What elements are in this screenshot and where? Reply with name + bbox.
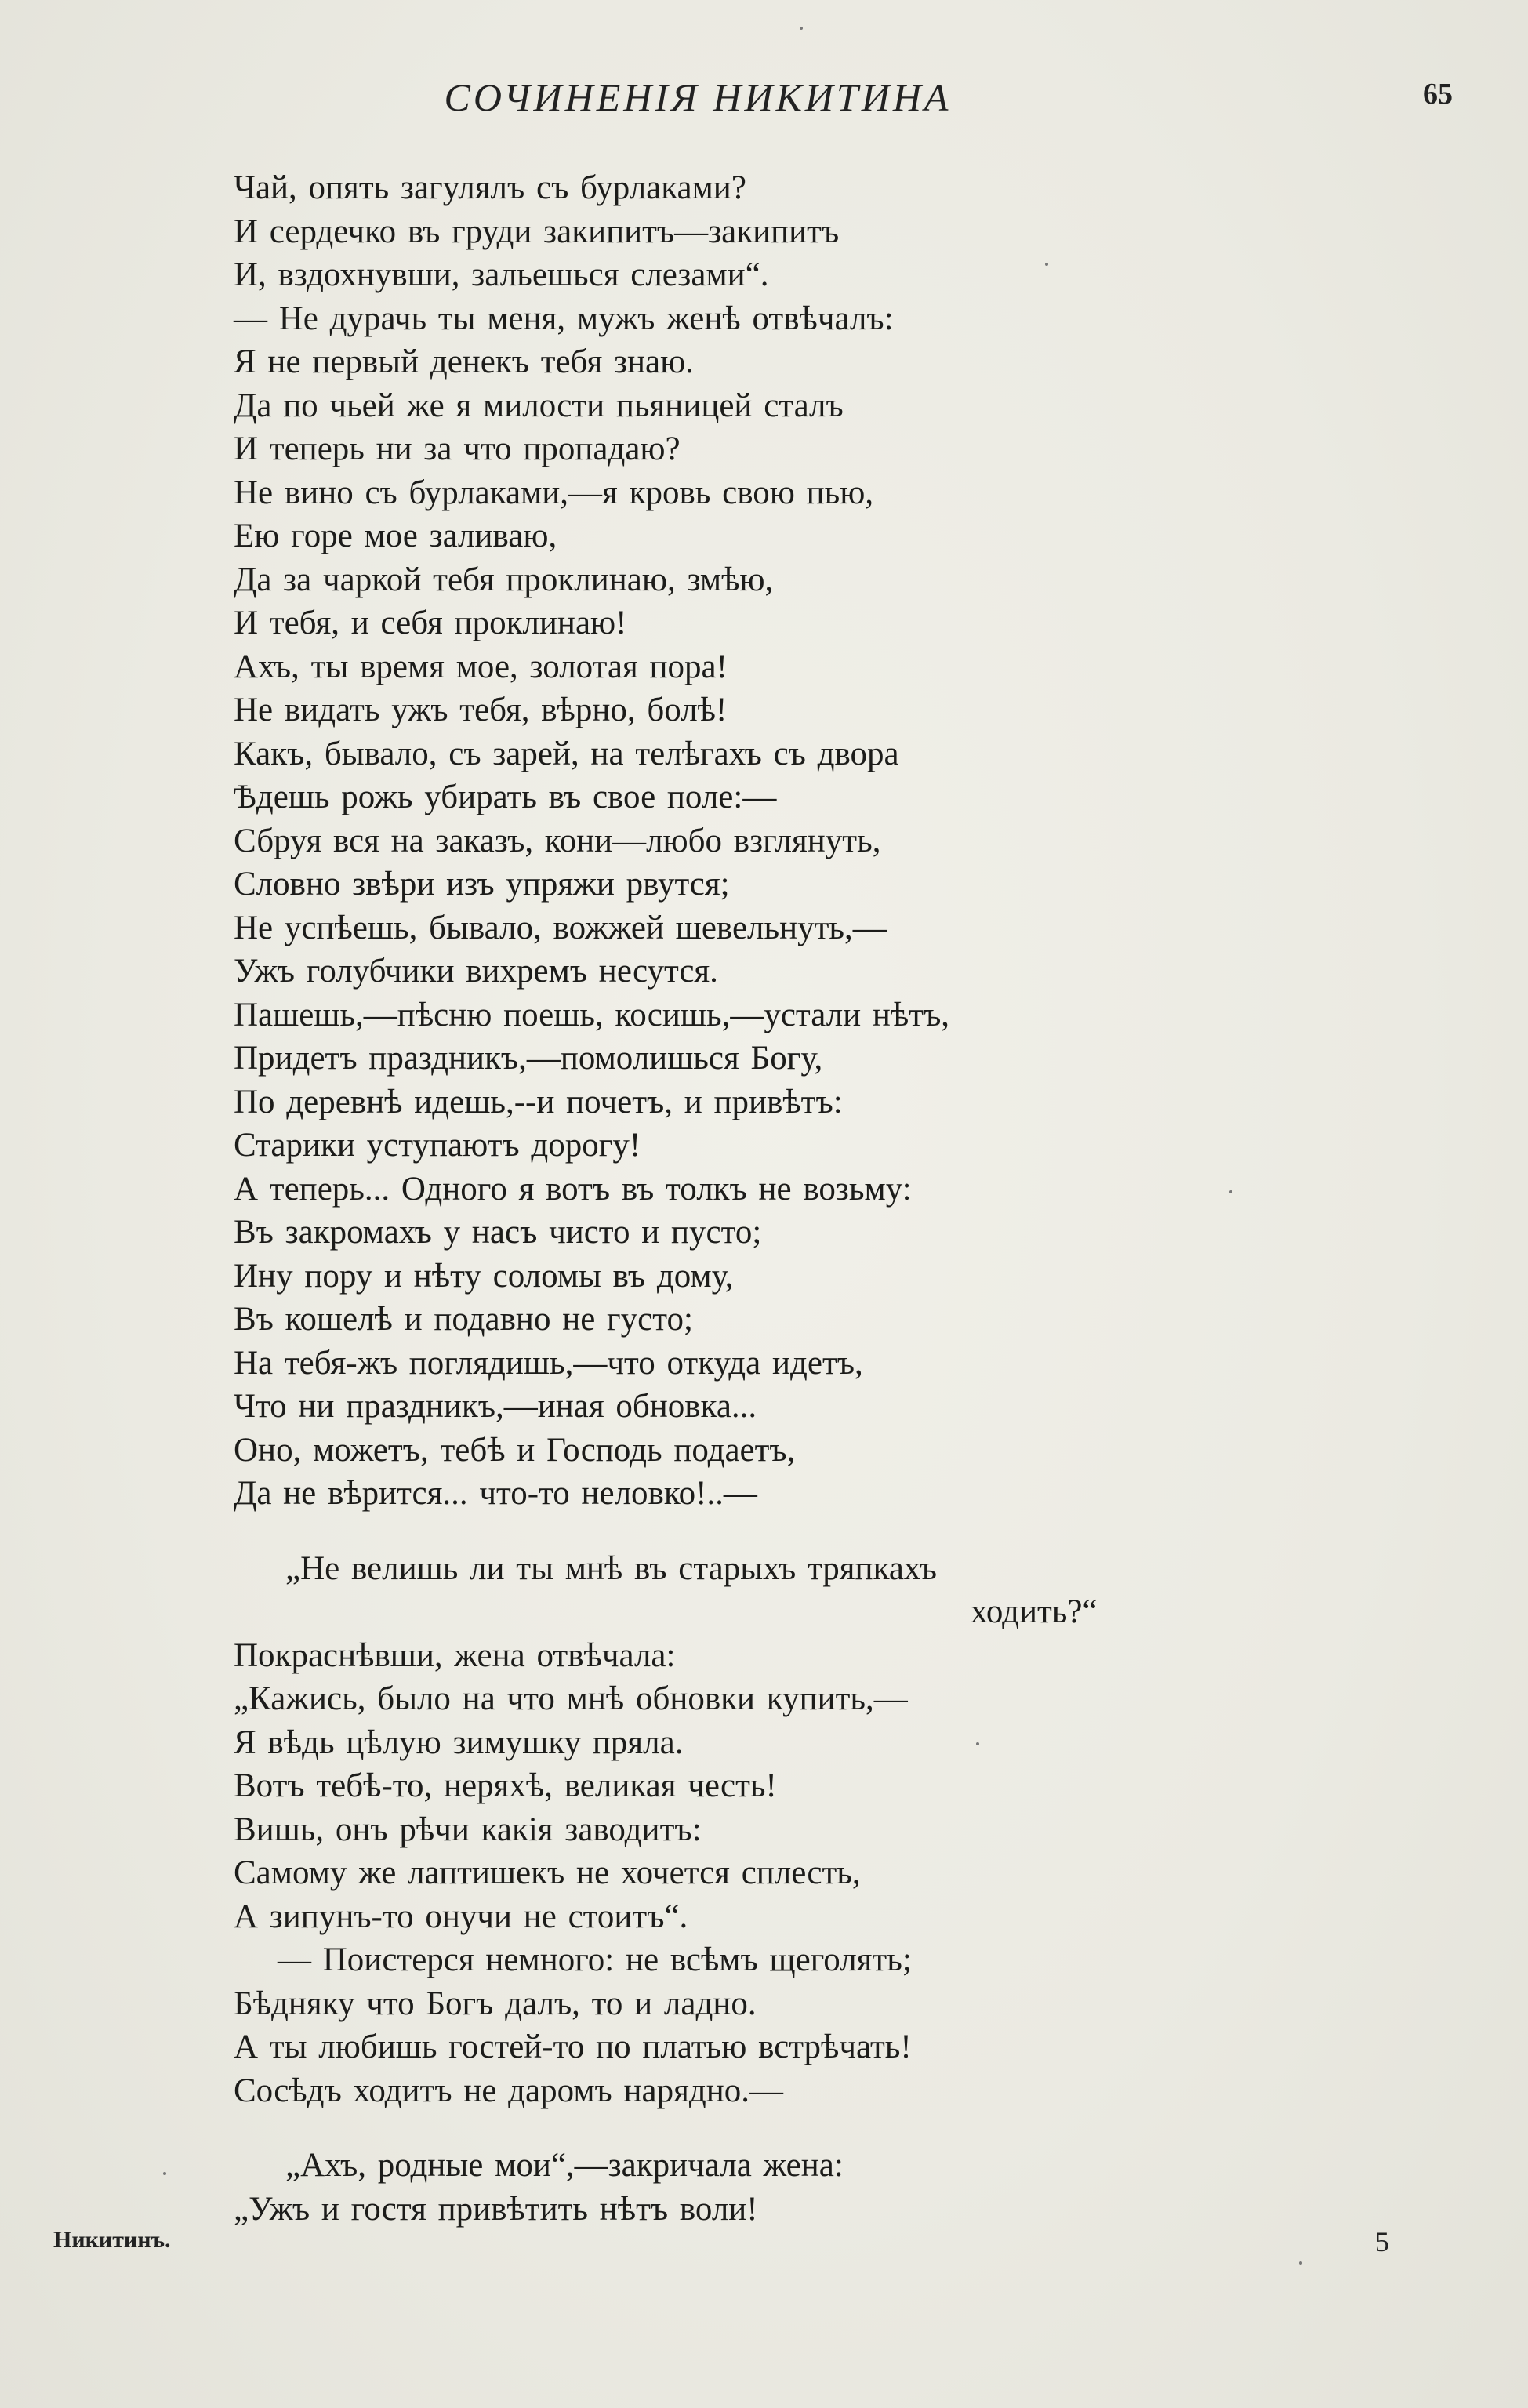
poem-line: — Поистерся немного: не всѣмъ щеголять; [278, 1941, 912, 1978]
poem-line: ходить?“ [971, 1593, 1098, 1630]
page-number: 65 [1423, 78, 1453, 111]
poem-line: Пашешь,—пѣсню поешь, косишь,—устали нѣтъ, [234, 996, 950, 1033]
poem-line: По деревнѣ идешь,--и почетъ, и привѣтъ: [234, 1083, 843, 1120]
poem-line: Покраснѣвши, жена отвѣчала: [234, 1636, 676, 1674]
poem-line: Не вино съ бурлаками,—я кровь свою пью, [234, 474, 874, 511]
poem-line: Я не первый денекъ тебя знаю. [234, 343, 694, 380]
poem-line: Да не вѣрится... что-то неловко!..— [234, 1475, 757, 1512]
poem-line: Какъ, бывало, съ зарей, на телѣгахъ съ двора [234, 735, 899, 772]
scan-speck [1045, 263, 1048, 266]
sheet-number: 5 [1375, 2226, 1389, 2257]
scan-speck [1299, 2261, 1302, 2265]
poem-line: „Кажись, было на что мнѣ обновки купить,— [234, 1680, 908, 1717]
poem-line: Сосѣдъ ходитъ не даромъ нарядно.— [234, 2072, 784, 2109]
footer-signature: Никитинъ. [53, 2227, 171, 2253]
stanza [234, 1547, 1253, 2113]
poem-line: Ею горе мое заливаю, [234, 518, 557, 554]
poem-line: На тебя-жъ поглядишь,—что откуда идетъ, [234, 1344, 863, 1382]
poem-line: Придетъ праздникъ,—помолишься Богу, [234, 1040, 823, 1077]
poem-line: Ину пору и нѣту соломы въ дому, [234, 1257, 734, 1295]
running-head: СОЧИНЕНІЯ НИКИТИНА [444, 75, 952, 119]
poem-line: Сбруя вся на заказъ, кони—любо взглянуть, [234, 822, 881, 859]
scan-speck [1229, 1190, 1232, 1193]
poem-line: Бѣдняку что Богъ далъ, то и ладно. [234, 1985, 757, 2022]
poem-line: — Не дурачь ты меня, мужъ женѣ отвѣчалъ: [234, 300, 894, 337]
poem-line: И тебя, и себя проклинаю! [234, 605, 627, 641]
poem-line: А теперь... Одного я вотъ въ толкъ не возьму: [234, 1170, 912, 1208]
poem-line: И сердечко въ груди закипитъ—закипитъ [234, 212, 840, 250]
stanza-gap [234, 1516, 1253, 1547]
scan-speck [800, 27, 803, 30]
poem-line: Ахъ, ты время мое, золотая пора! [234, 648, 728, 685]
poem-line: Оно, можетъ, тебѣ и Господь подаетъ, [234, 1431, 796, 1469]
scan-speck [976, 1742, 979, 1745]
poem-line: Ѣдешь рожь убирать въ свое поле:— [234, 779, 777, 815]
poem-line: А ты любишь гостей-то по платью встрѣчать! [234, 2028, 912, 2065]
poem-line: Не видать ужъ тебя, вѣрно, болѣ! [234, 692, 728, 728]
poem-line: Вотъ тебѣ-то, неряхѣ, великая честь! [234, 1767, 777, 1804]
poem-line: Не успѣешь, бывало, вожжей шевельнуть,— [234, 909, 887, 946]
stanza [234, 2144, 1253, 2231]
poem-line: А зипунъ-то онучи не стоитъ“. [234, 1898, 688, 1935]
poem-line: „Не велишь ли ты мнѣ въ старыхъ тряпкахъ [285, 1549, 937, 1587]
poem-line: И теперь ни за что пропадаю? [234, 430, 681, 467]
stanza-gap [234, 2112, 1253, 2144]
poem-line: Въ кошелѣ и подавно не густо; [234, 1301, 693, 1338]
poem-line: Чай, опять загулялъ съ бурлаками? [234, 169, 746, 206]
poem-line: Самому же лаптишекъ не хочется сплесть, [234, 1854, 861, 1891]
poem-line: Старики уступаютъ дорогу! [234, 1127, 641, 1164]
stanza [234, 166, 1253, 1516]
poem-line: Да по чьей же я милости пьяницей сталъ [234, 387, 844, 424]
poem-line: Вишь, онъ рѣчи какія заводитъ: [234, 1811, 702, 1848]
poem-body [234, 166, 1253, 2231]
scan-speck [163, 2172, 166, 2175]
poem-line: Въ закромахъ у насъ чисто и пусто; [234, 1214, 762, 1251]
poem-line: „Ахъ, родные мои“,—закричала жена: [285, 2147, 844, 2184]
poem-line: Что ни праздникъ,—иная обновка... [234, 1388, 757, 1425]
poem-line: И, вздохнувши, зальешься слезами“. [234, 256, 769, 293]
poem-line: Да за чаркой тебя проклинаю, змѣю, [234, 561, 774, 598]
poem-line: „Ужъ и гостя привѣтить нѣтъ воли! [234, 2190, 758, 2228]
poem-line: Ужъ голубчики вихремъ несутся. [234, 953, 718, 990]
poem-line: Я вѣдь цѣлую зимушку пряла. [234, 1723, 684, 1761]
poem-line: Словно звѣри изъ упряжи рвутся; [234, 866, 730, 903]
